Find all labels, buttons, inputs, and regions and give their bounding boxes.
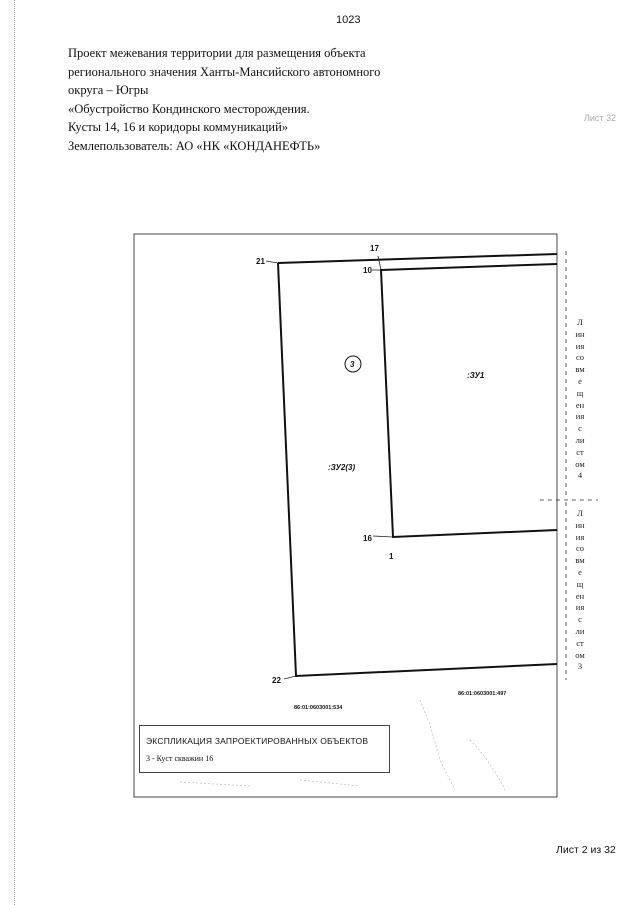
point-label-1: 1 — [389, 552, 394, 561]
caption-char: ли — [575, 625, 585, 636]
header-line: «Обустройство Кондинского месторождения. — [68, 101, 310, 116]
sheet-number-footer: Лист 2 из 32 — [556, 844, 616, 856]
point-label-17: 17 — [370, 244, 379, 253]
caption-char: 3 — [577, 661, 583, 672]
caption-char: со — [575, 352, 585, 363]
caption-char: ия — [575, 531, 585, 542]
header-line: Кусты 14, 16 и коридоры коммуникаций» — [68, 120, 289, 135]
map-frame — [134, 234, 557, 797]
parcel-label-zu2: :ЗУ2(3) — [328, 463, 356, 472]
caption-char: с — [578, 423, 582, 434]
caption-char: ом — [575, 649, 585, 660]
parcel-zu1-boundary — [381, 264, 557, 537]
caption-char: ен — [575, 399, 585, 410]
caption-char: ен — [575, 590, 585, 601]
caption-char: ст — [576, 637, 584, 648]
match-line-caption-sheet-3 — [570, 508, 590, 673]
leader-line — [266, 261, 278, 263]
caption-char: 4 — [577, 470, 583, 481]
point-label-21: 21 — [256, 257, 265, 266]
caption-char: ли — [575, 434, 585, 445]
explication-legend — [139, 725, 390, 773]
header-line: регионального значения Ханты-Мансийского автономного — [68, 64, 381, 79]
caption-char: ин — [575, 328, 585, 339]
caption-char: Л — [577, 317, 583, 327]
parcel-top-boundary — [278, 254, 557, 263]
caption-char: е — [578, 375, 582, 386]
match-line-caption-sheet-4 — [570, 317, 590, 482]
caption-char: вм — [575, 555, 585, 566]
header-line: округа – Югры — [68, 83, 149, 98]
point-label-10: 10 — [363, 266, 372, 275]
legend-title: ЭКСПЛИКАЦИЯ ЗАПРОЕКТИРОВАННЫХ ОБЪЕКТОВ — [146, 736, 369, 746]
parcel-zu2-boundary — [278, 263, 557, 676]
cadastral-number-right: 86:01:0603001:497 — [458, 691, 507, 697]
object-marker-number: 3 — [350, 360, 355, 369]
cadastral-number-left: 86:01:0603001:534 — [294, 705, 343, 711]
caption-char: щ — [576, 578, 584, 589]
leader-line — [373, 536, 393, 537]
caption-char: Л — [577, 508, 583, 518]
caption-char: с — [578, 614, 582, 625]
point-label-16: 16 — [363, 534, 372, 543]
header-line: Землепользователь: АО «НК «КОНДАНЕФТЬ» — [68, 138, 321, 153]
caption-char: е — [578, 566, 582, 577]
caption-char: ин — [575, 519, 585, 530]
faint-corner-mark: Лист 32 — [584, 113, 617, 123]
parcel-label-zu1: :ЗУ1 — [467, 371, 485, 380]
leader-line — [284, 676, 296, 679]
legend-item: 3 - Куст скважин 16 — [146, 754, 214, 763]
caption-char: ия — [575, 602, 585, 613]
page-number: 1023 — [336, 14, 361, 26]
caption-char: ст — [576, 446, 584, 457]
header-line: Проект межевания территории для размещения объекта — [68, 46, 366, 60]
caption-char: щ — [576, 387, 584, 398]
caption-char: ом — [575, 458, 585, 469]
caption-char: ия — [575, 411, 585, 422]
caption-char: вм — [575, 364, 585, 375]
point-label-22: 22 — [272, 676, 281, 685]
caption-char: со — [575, 543, 585, 554]
caption-char: ия — [575, 340, 585, 351]
leader-line — [378, 256, 381, 270]
